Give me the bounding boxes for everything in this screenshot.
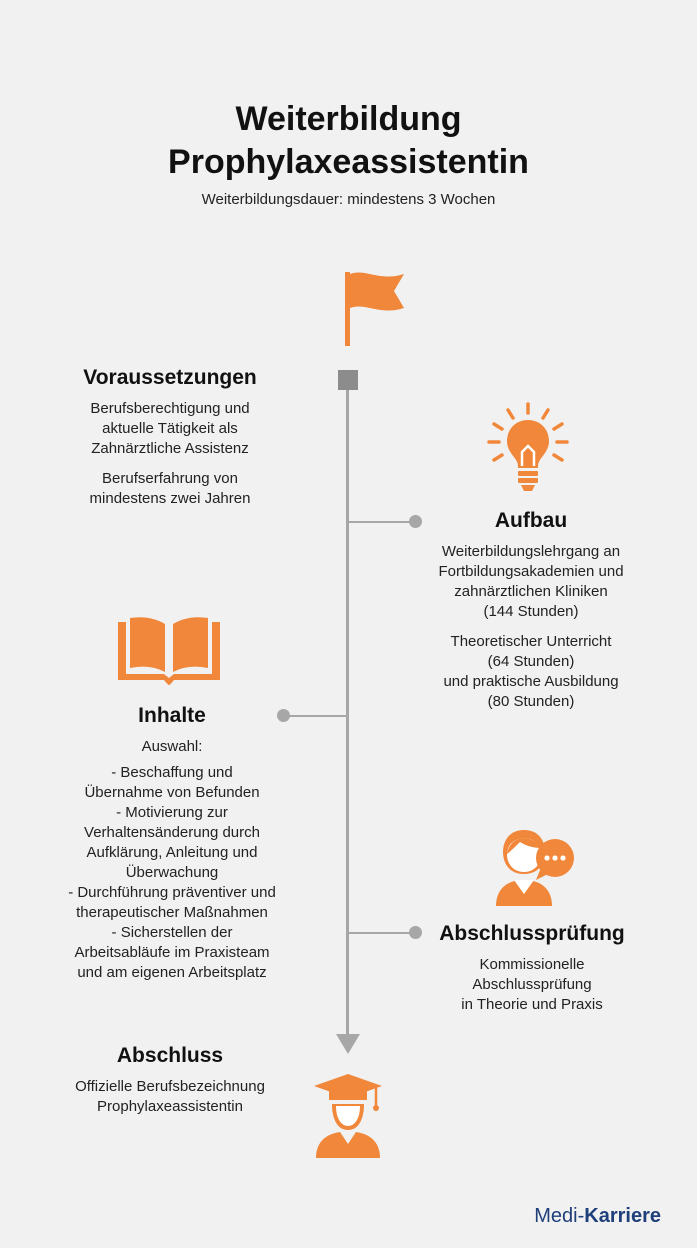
text-abschlusspruefung: Kommissionelle Abschlussprüfung in Theorie und Praxis [461,956,603,1013]
flag-icon [340,268,410,348]
inhalte-list: - Beschaffung und Übernahme von Befunden - Motivierung zur Verhaltensänderung durch Aufklärung, Anleitung und Überwachung - Durchführung präventiver und therapeutischer Maßnahmen - Sicherstellen der Arbeitsabläufe im Praxisteam und am eigenen Arbeitsplatz [68,764,276,981]
voraussetzungen-paragraph-1: Berufsberechtigung und aktuelle Tätigkeit als Zahnärztliche Assistenz [90,400,250,457]
heading-inhalte: Inhalte [138,704,206,727]
title-line-1: Weiterbildung [235,100,462,138]
heading-abschlusspruefung: Abschlussprüfung [439,922,625,945]
person-chat-icon [490,824,576,908]
heading-abschluss: Abschluss [116,1044,224,1067]
page-subtitle: Weiterbildungsdauer: mindestens 3 Wochen [201,191,496,208]
voraussetzungen-paragraph-2: Berufserfahrung von mindestens zwei Jahren [89,470,251,507]
book-icon [114,614,224,686]
title-line-2: Prophylaxeassistentin [168,143,529,181]
text-inhalte [42,737,302,983]
aufbau-paragraph-1: Weiterbildungslehrgang an Fortbildungsakademien und zahnärztlichen Kliniken (144 Stunden) [438,543,624,620]
graduate-icon [310,1072,386,1160]
brand-part-2: Karriere [584,1205,661,1227]
aufbau-paragraph-2: Theoretischer Unterricht (64 Stunden) und praktische Ausbildung (80 Stunden) [443,633,619,710]
text-abschluss: Offizielle Berufsbezeichnung Prophylaxeassistentin [75,1078,265,1115]
branch-abschlusspruefung [348,932,414,934]
lightbulb-icon [486,402,570,494]
text-voraussetzungen [40,399,300,509]
heading-voraussetzungen: Voraussetzungen [83,366,257,389]
brand-logo [534,1204,661,1228]
arrow-down-icon [336,1034,360,1056]
brand-part-1: Medi- [534,1205,585,1227]
inhalte-intro: Auswahl: [141,738,203,755]
timeline-start-marker [338,370,358,390]
heading-aufbau: Aufbau [494,509,568,532]
page-title [0,98,697,184]
timeline-line [346,380,349,1040]
text-aufbau [400,542,662,712]
